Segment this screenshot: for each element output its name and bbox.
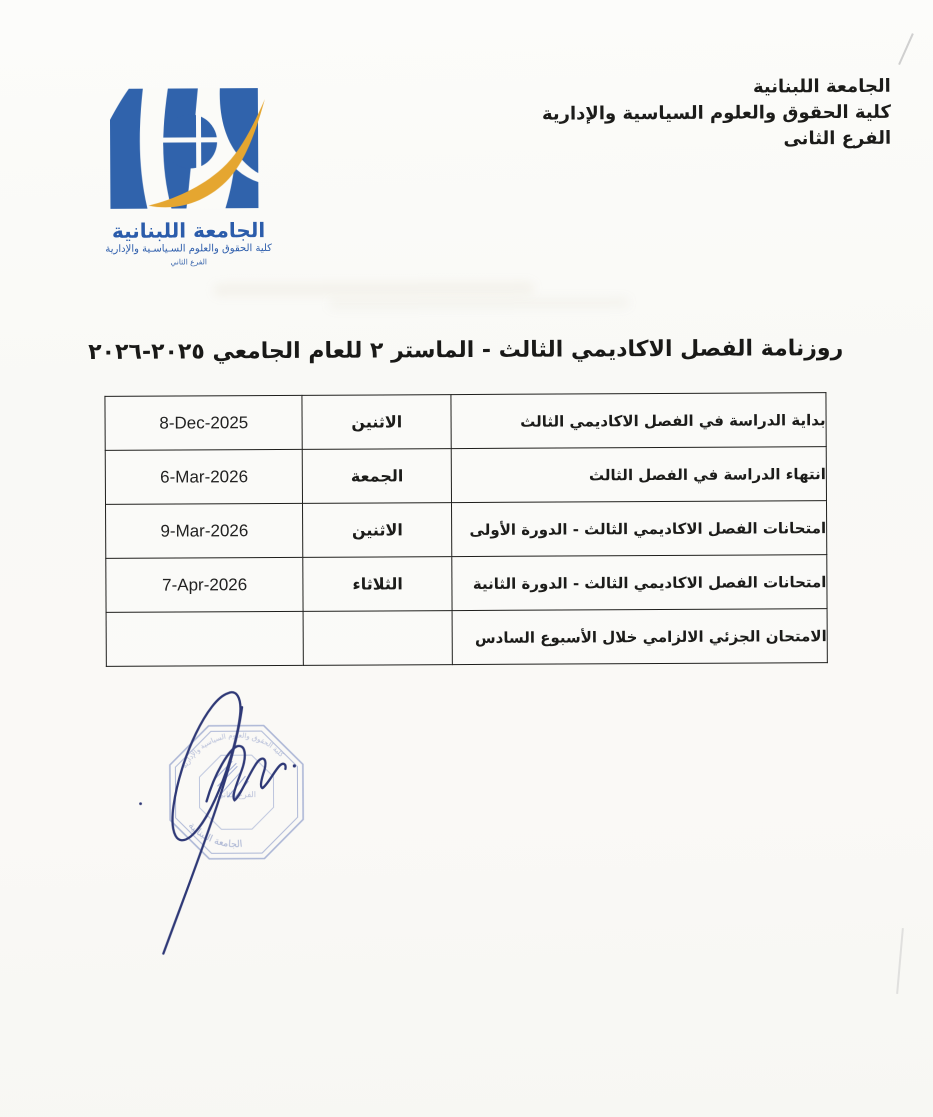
date-cell: 7-Apr-2026 xyxy=(106,557,304,612)
svg-text:كلية الحقوق والعلوم السياسية و: كلية الحقوق والعلوم السياسية والإدارية xyxy=(180,731,286,770)
header-university-name: الجامعة اللبنانية xyxy=(752,75,891,98)
table-row-semester-start xyxy=(105,393,826,451)
day-cell: الاثنين xyxy=(303,503,452,558)
day-cell: الجمعة xyxy=(303,449,452,504)
university-logo xyxy=(86,83,291,267)
scan-bleedthrough-smudge xyxy=(214,283,534,296)
day-cell: الاثنين xyxy=(302,395,451,450)
date-cell: 9-Mar-2026 xyxy=(106,503,304,558)
logo-caption-branch: الفرع الثاني xyxy=(170,257,207,267)
event-cell: الامتحان الجزئي الالزامي خلال الأسبوع السادس xyxy=(452,609,827,665)
day-cell xyxy=(304,611,453,666)
event-cell: امتحانات الفصل الاكاديمي الثالث - الدورة الثانية xyxy=(452,555,827,611)
page-title: روزنامة الفصل الاكاديمي الثالث - الماستر ٢ للعام الجامعي ٢٠٢٥-٢٠٢٦ xyxy=(88,336,844,365)
table-row-partial-exam xyxy=(106,609,827,667)
svg-text:الجامعة اللبنانية: الجامعة اللبنانية xyxy=(185,820,243,851)
scan-bleedthrough-smudge xyxy=(329,298,629,309)
calendar-table xyxy=(104,392,827,667)
header-faculty-name: كلية الحقوق والعلوم السياسية والإدارية xyxy=(541,101,892,125)
event-cell: بداية الدراسة في الفصل الاكاديمي الثالث xyxy=(451,393,826,449)
table-row-exams-session1 xyxy=(106,501,827,559)
event-cell: امتحانات الفصل الاكاديمي الثالث - الدورة الأولى xyxy=(452,501,827,557)
document-header xyxy=(542,74,891,154)
logo-caption-university: الجامعة اللبنانية xyxy=(111,218,266,243)
table-row-semester-end xyxy=(105,447,826,505)
day-cell: الثلاثاء xyxy=(303,557,452,612)
date-cell: 6-Mar-2026 xyxy=(105,449,303,504)
svg-text:الفرع الثاني: الفرع الثاني xyxy=(217,790,256,800)
calendar-table-body xyxy=(105,393,827,667)
table-row-exams-session2 xyxy=(106,555,827,613)
header-branch-name: الفرع الثانى xyxy=(783,127,892,150)
university-logo-icon xyxy=(91,83,286,216)
stamp-and-signature xyxy=(136,676,398,987)
event-cell: انتهاء الدراسة في الفصل الثالث xyxy=(451,447,826,503)
date-cell: 8-Dec-2025 xyxy=(105,395,303,450)
logo-caption-faculty: كلية الحقوق والعلوم السـياسـية والإدارية xyxy=(105,243,272,255)
date-cell xyxy=(106,611,304,666)
